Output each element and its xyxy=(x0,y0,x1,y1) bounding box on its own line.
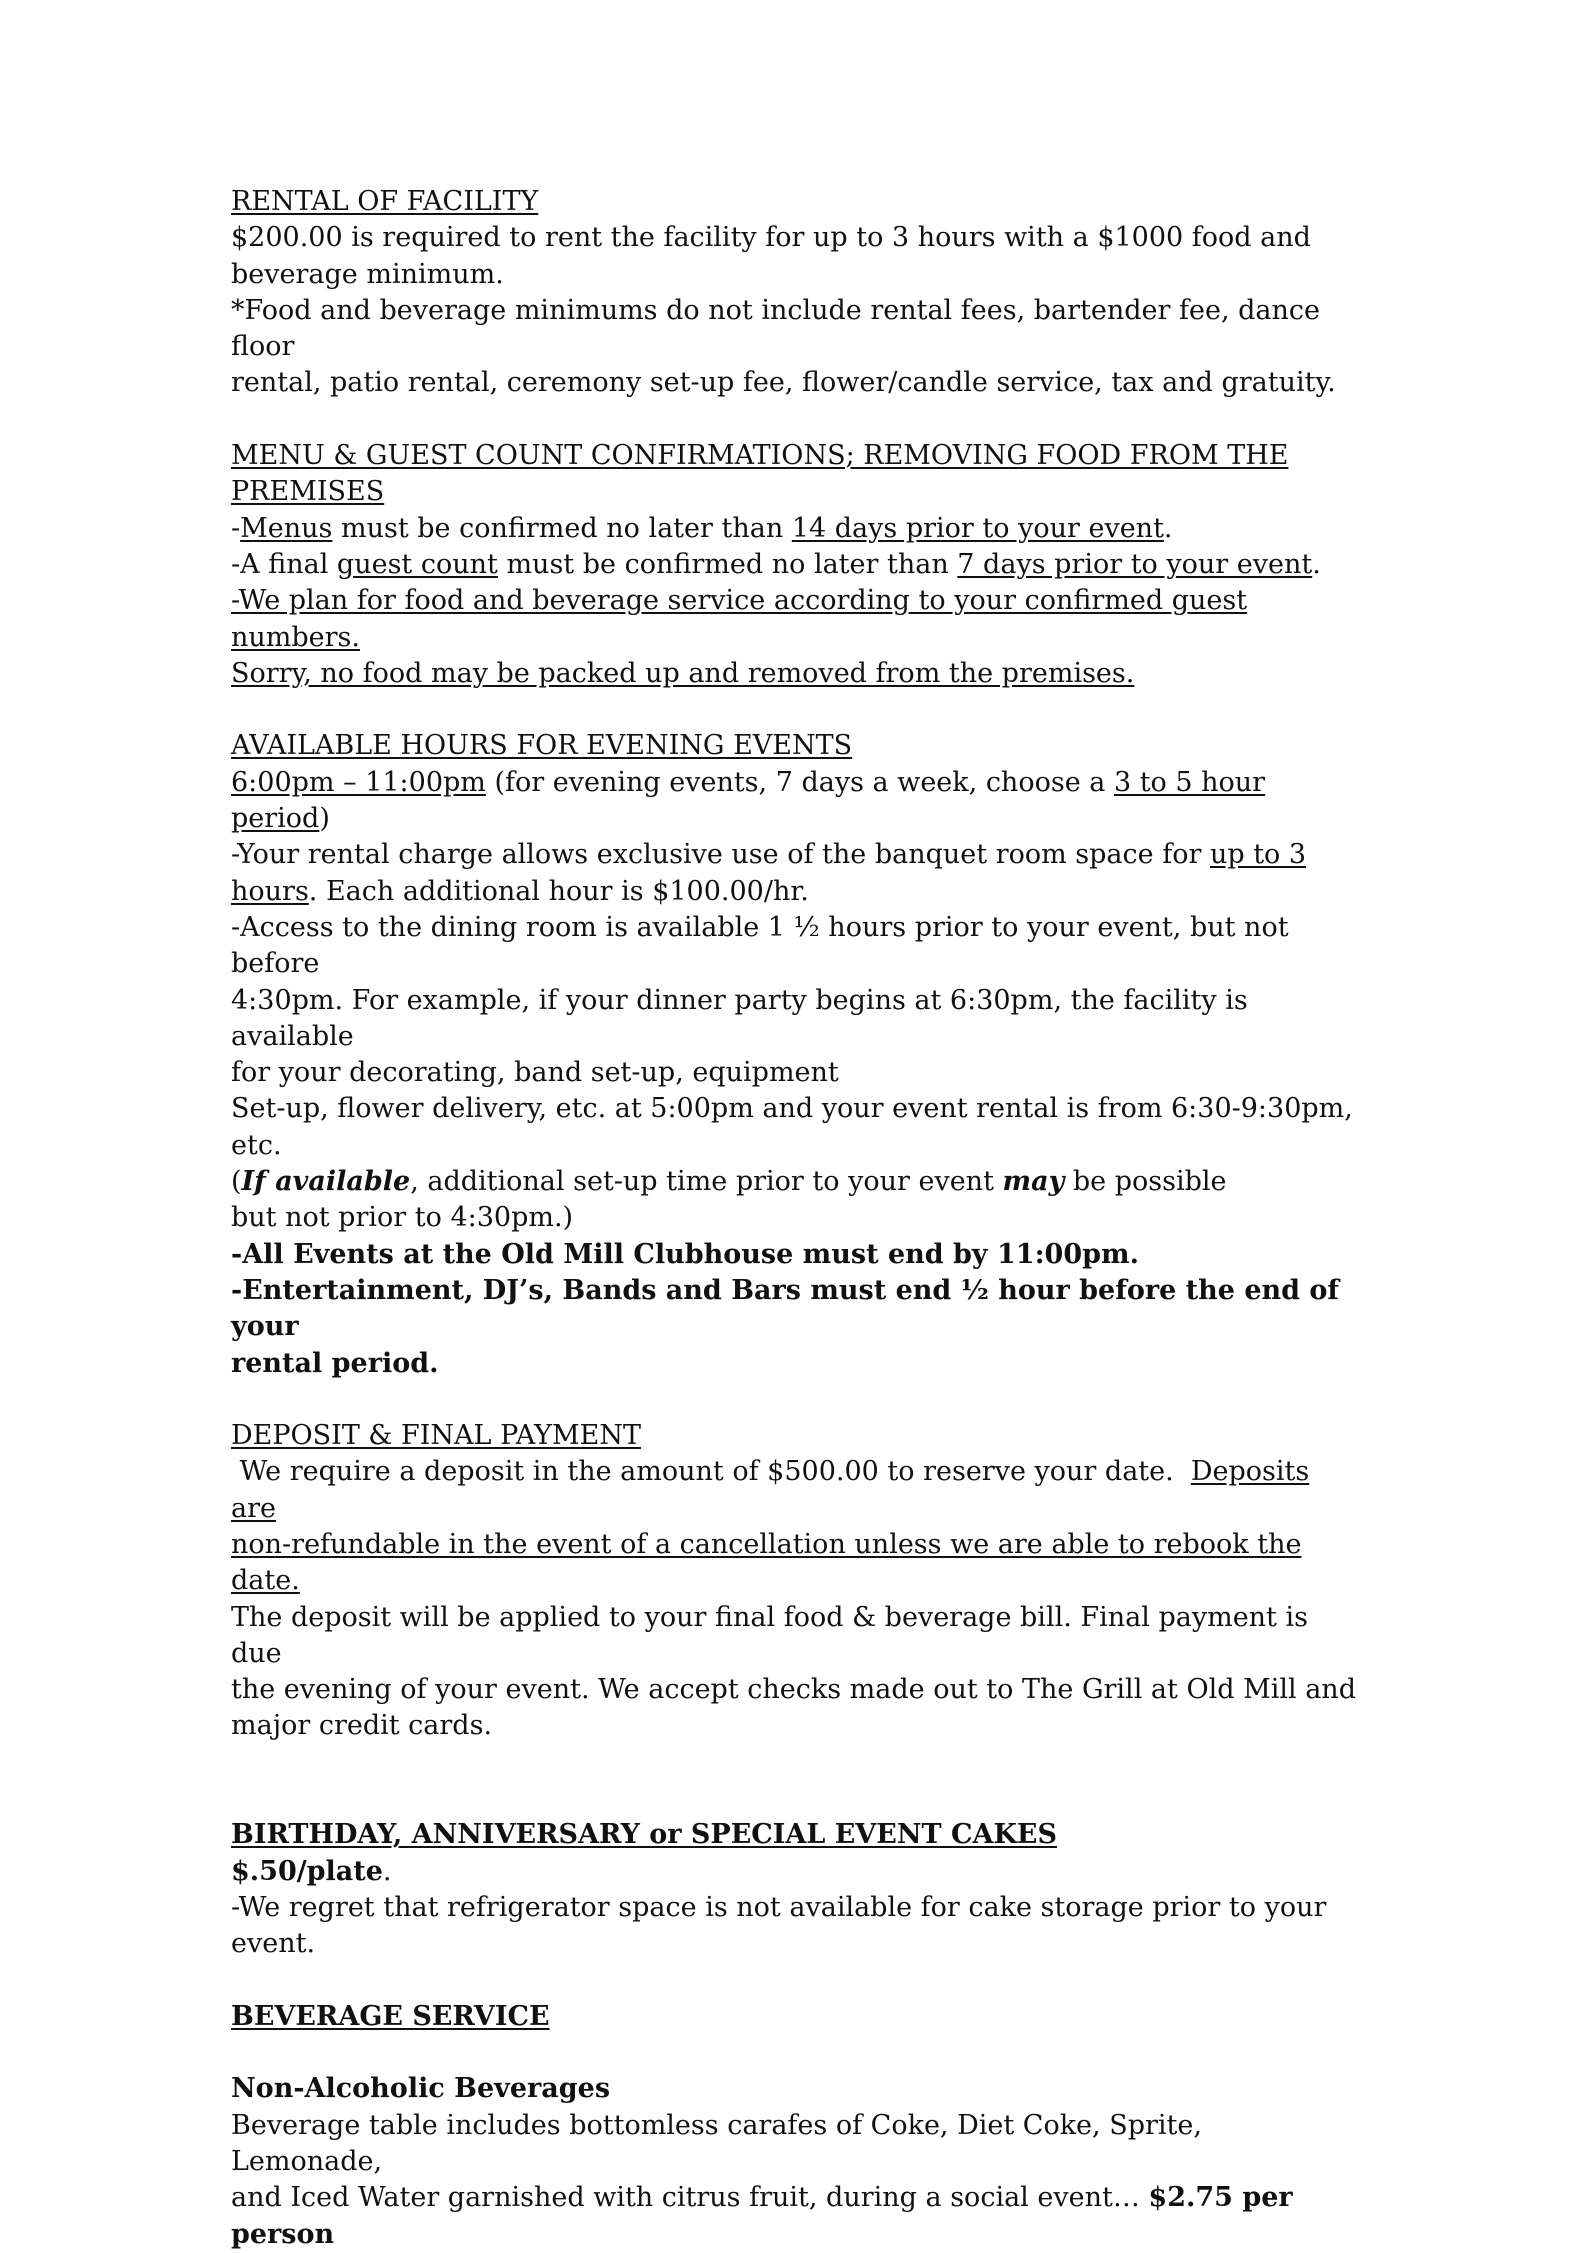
menu-heading: MENU & GUEST COUNT CONFIRMATIONS; REMOVING FOOD FROM THE PREMISES xyxy=(231,440,1289,508)
beverage-subheading: Non-Alcoholic Beverages xyxy=(231,2073,611,2105)
deposit-line: non-refundable in the event of a cancellation unless we are able to rebook the date. xyxy=(231,1528,1302,1597)
hours-line: hours. Each additional hour is $100.00/hr. xyxy=(231,875,809,907)
rental-line: *Food and beverage minimums do not include rental fees, bartender fee, dance floor xyxy=(231,294,1320,363)
deposit-line: We require a deposit in the amount of $500.00 to reserve your date. Deposits are xyxy=(231,1456,1310,1524)
deposit-heading: DEPOSIT & FINAL PAYMENT xyxy=(231,1420,641,1452)
document-body xyxy=(231,184,1361,2253)
hours-line: -Access to the dining room is available 1 ½ hours prior to your event, but not before xyxy=(231,911,1289,980)
rental-line: rental, patio rental, ceremony set-up fee, flower/candle service, tax and gratuity. xyxy=(231,367,1336,399)
cakes-heading: BIRTHDAY, ANNIVERSARY or SPECIAL EVENT CAKES xyxy=(231,1819,1057,1851)
menu-line: -A final guest count must be confirmed no later than 7 days prior to your event. xyxy=(231,548,1321,580)
hours-line: for your decorating, band set-up, equipment xyxy=(231,1057,839,1089)
rental-line: beverage minimum. xyxy=(231,258,504,290)
hours-line: but not prior to 4:30pm.) xyxy=(231,1202,574,1234)
cakes-line: event. xyxy=(231,1928,316,1960)
hours-line: Set-up, flower delivery, etc. at 5:00pm and your event rental is from 6:30-9:30pm, xyxy=(231,1093,1353,1125)
rental-line: $200.00 is required to rent the facility for up to 3 hours with a $1000 food and xyxy=(231,222,1311,254)
hours-bold-line: rental period. xyxy=(231,1347,439,1379)
hours-bold-line: -Entertainment, DJ’s, Bands and Bars must end ½ hour before the end of your xyxy=(231,1274,1340,1343)
hours-line: (If available, additional set-up time prior to your event may be possible xyxy=(231,1166,1227,1198)
menu-line: Sorry, no food may be packed up and removed from the premises. xyxy=(231,657,1135,689)
deposit-line: The deposit will be applied to your final food & beverage bill. Final payment is due xyxy=(231,1601,1308,1669)
deposit-line: major credit cards. xyxy=(231,1710,493,1742)
cakes-price: $.50/plate. xyxy=(231,1855,392,1887)
rental-heading: RENTAL OF FACILITY xyxy=(231,186,539,217)
beverage-line: and Iced Water garnished with citrus fruit, during a social event… $2.75 per person xyxy=(231,2182,1293,2250)
beverage-line: Beverage table includes bottomless carafes of Coke, Diet Coke, Sprite, Lemonade, xyxy=(231,2109,1202,2178)
cakes-line: -We regret that refrigerator space is not available for cake storage prior to your xyxy=(231,1891,1327,1923)
hours-line: 4:30pm. For example, if your dinner party begins at 6:30pm, the facility is available xyxy=(231,984,1248,1052)
deposit-line: the evening of your event. We accept checks made out to The Grill at Old Mill and xyxy=(231,1674,1356,1706)
hours-line: etc. xyxy=(231,1129,282,1161)
hours-line: 6:00pm – 11:00pm (for evening events, 7 days a week, choose a 3 to 5 hour period) xyxy=(231,766,1266,835)
hours-line: -Your rental charge allows exclusive use of the banquet room space for up to 3 xyxy=(231,839,1307,871)
hours-bold-line: -All Events at the Old Mill Clubhouse must end by 11:00pm. xyxy=(231,1238,1139,1270)
menu-line: -Menus must be confirmed no later than 14 days prior to your event. xyxy=(231,512,1173,544)
hours-heading: AVAILABLE HOURS FOR EVENING EVENTS xyxy=(231,730,853,762)
beverage-heading: BEVERAGE SERVICE xyxy=(231,2000,550,2032)
menu-line: -We plan for food and beverage service according to your confirmed guest numbers. xyxy=(231,585,1248,653)
